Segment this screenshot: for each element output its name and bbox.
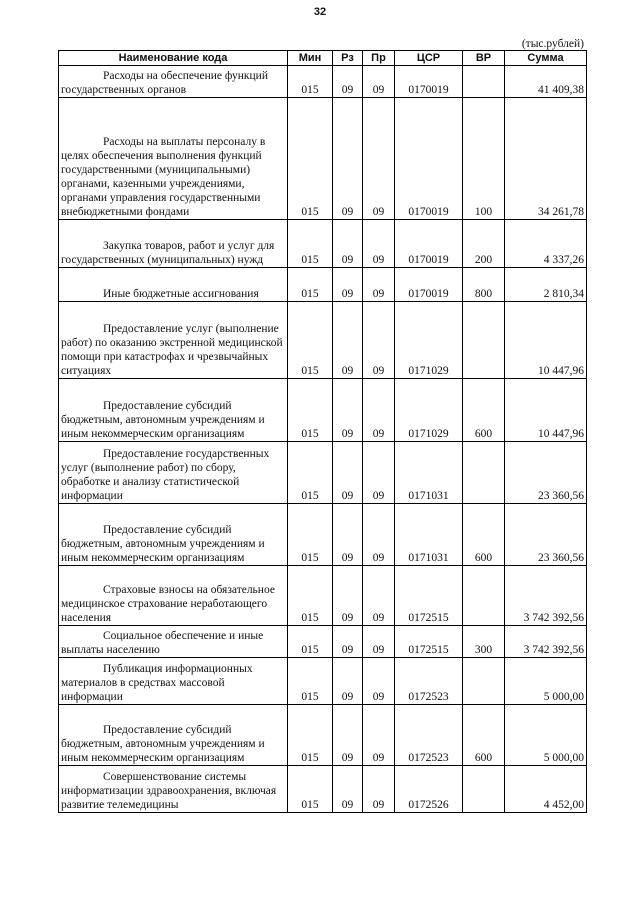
table-row: [59, 626, 587, 658]
row-pr: 09: [363, 98, 395, 220]
table-row: [59, 766, 587, 813]
row-min: 015: [288, 705, 333, 766]
row-min: 015: [288, 379, 333, 442]
row-csr: 0170019: [395, 66, 463, 98]
row-min: 015: [288, 302, 333, 379]
row-name-cell: [59, 766, 288, 813]
col-header-name: Наименование кода: [59, 51, 288, 66]
row-vr: [463, 302, 505, 379]
row-sum: 10 447,96: [505, 379, 587, 442]
budget-table: [58, 50, 587, 813]
row-min: 015: [288, 66, 333, 98]
row-name-cell: [59, 302, 288, 379]
row-rz: 09: [333, 268, 363, 302]
row-vr: 600: [463, 379, 505, 442]
row-rz: 09: [333, 379, 363, 442]
row-csr: 0170019: [395, 268, 463, 302]
table-row: [59, 98, 587, 220]
row-name-cell: [59, 268, 288, 302]
row-rz: 09: [333, 504, 363, 566]
row-vr: 800: [463, 268, 505, 302]
row-sum: 4 452,00: [505, 766, 587, 813]
col-header-min: Мин: [288, 51, 333, 66]
row-rz: 09: [333, 98, 363, 220]
row-name: Предоставление субсидий бюджетным, автономным учреждениям и иным некоммерческим организациям: [61, 724, 265, 764]
row-name-cell: [59, 379, 288, 442]
row-vr: 200: [463, 220, 505, 268]
row-min: 015: [288, 504, 333, 566]
row-sum: 3 742 392,56: [505, 626, 587, 658]
row-csr: 0172523: [395, 705, 463, 766]
row-name: Предоставление субсидий бюджетным, автономным учреждениям и иным некоммерческим организациям: [61, 400, 265, 440]
row-pr: 09: [363, 766, 395, 813]
row-sum: 5 000,00: [505, 705, 587, 766]
row-name-cell: [59, 705, 288, 766]
table-row: [59, 268, 587, 302]
row-min: 015: [288, 626, 333, 658]
row-sum: 23 360,56: [505, 442, 587, 504]
table-row: [59, 302, 587, 379]
row-rz: 09: [333, 442, 363, 504]
row-name: Предоставление услуг (выполнение работ) по оказанию экстренной медицинской помощи при катастрофах и чрезвычайных ситуациях: [61, 323, 283, 377]
table-row: [59, 379, 587, 442]
row-csr: 0171031: [395, 504, 463, 566]
table-row: [59, 566, 587, 626]
row-rz: 09: [333, 705, 363, 766]
row-pr: 09: [363, 442, 395, 504]
row-pr: 09: [363, 705, 395, 766]
row-name-cell: [59, 442, 288, 504]
row-min: 015: [288, 442, 333, 504]
row-name: Предоставление государственных услуг (выполнение работ) по сбору, обработке и анализу статистической информации: [61, 448, 270, 502]
row-rz: 09: [333, 302, 363, 379]
row-pr: 09: [363, 504, 395, 566]
row-sum: 34 261,78: [505, 98, 587, 220]
col-header-csr: ЦСР: [395, 51, 463, 66]
row-name: Совершенствование системы информатизации здравоохранения, включая развитие телемедицины: [61, 771, 277, 811]
row-sum: 2 810,34: [505, 268, 587, 302]
table-row: [59, 66, 587, 98]
row-name-cell: [59, 566, 288, 626]
table-row: [59, 658, 587, 705]
row-name: Расходы на выплаты персоналу в целях обеспечения выполнения функций государственными (муниципальными) органами, казенными учреждениями, органами управления государственными внебюджетными фондами: [61, 136, 266, 218]
row-name-cell: [59, 66, 288, 98]
row-min: 015: [288, 766, 333, 813]
row-vr: 100: [463, 98, 505, 220]
row-name: Иные бюджетные ассигнования: [103, 288, 259, 300]
page-number: 32: [313, 6, 327, 18]
row-csr: 0172515: [395, 566, 463, 626]
row-csr: 0171031: [395, 442, 463, 504]
row-min: 015: [288, 98, 333, 220]
col-header-rz: Рз: [333, 51, 363, 66]
row-sum: 10 447,96: [505, 302, 587, 379]
row-vr: [463, 566, 505, 626]
row-pr: 09: [363, 268, 395, 302]
row-pr: 09: [363, 379, 395, 442]
row-pr: 09: [363, 66, 395, 98]
row-name: Публикация информационных материалов в средствах массовой информации: [61, 663, 253, 703]
row-csr: 0172523: [395, 658, 463, 705]
row-rz: 09: [333, 66, 363, 98]
row-csr: 0172526: [395, 766, 463, 813]
row-name-cell: [59, 504, 288, 566]
col-header-sum: Сумма: [505, 51, 587, 66]
row-name-cell: [59, 220, 288, 268]
row-rz: 09: [333, 626, 363, 658]
table-row: [59, 504, 587, 566]
row-name: Предоставление субсидий бюджетным, автономным учреждениям и иным некоммерческим организациям: [61, 524, 265, 564]
row-csr: 0172515: [395, 626, 463, 658]
row-sum: 5 000,00: [505, 658, 587, 705]
row-name: Закупка товаров, работ и услуг для государственных (муниципальных) нужд: [61, 240, 275, 266]
row-pr: 09: [363, 658, 395, 705]
row-name-cell: [59, 658, 288, 705]
units-label: (тыс.рублей): [521, 38, 584, 50]
row-min: 015: [288, 658, 333, 705]
col-header-vr: ВР: [463, 51, 505, 66]
row-csr: 0170019: [395, 220, 463, 268]
row-name-cell: [59, 626, 288, 658]
row-vr: 300: [463, 626, 505, 658]
row-rz: 09: [333, 658, 363, 705]
row-min: 015: [288, 220, 333, 268]
row-sum: 41 409,38: [505, 66, 587, 98]
row-min: 015: [288, 566, 333, 626]
row-vr: 600: [463, 504, 505, 566]
row-name: Страховые взносы на обязательное медицинское страхование неработающего населения: [61, 584, 275, 624]
row-name: Расходы на обеспечение функций государственных органов: [61, 70, 268, 96]
row-rz: 09: [333, 766, 363, 813]
table-header: [59, 51, 587, 66]
table-row: [59, 442, 587, 504]
row-vr: [463, 658, 505, 705]
table-row: [59, 705, 587, 766]
table-row: [59, 220, 587, 268]
col-header-pr: Пр: [363, 51, 395, 66]
row-csr: 0171029: [395, 302, 463, 379]
row-vr: [463, 766, 505, 813]
row-csr: 0171029: [395, 379, 463, 442]
row-vr: [463, 442, 505, 504]
row-vr: [463, 66, 505, 98]
row-sum: 4 337,26: [505, 220, 587, 268]
row-pr: 09: [363, 566, 395, 626]
row-sum: 3 742 392,56: [505, 566, 587, 626]
row-pr: 09: [363, 302, 395, 379]
row-min: 015: [288, 268, 333, 302]
row-csr: 0170019: [395, 98, 463, 220]
row-sum: 23 360,56: [505, 504, 587, 566]
row-vr: 600: [463, 705, 505, 766]
row-rz: 09: [333, 566, 363, 626]
row-pr: 09: [363, 626, 395, 658]
row-pr: 09: [363, 220, 395, 268]
row-name: Социальное обеспечение и иные выплаты населению: [61, 630, 264, 656]
row-name-cell: [59, 98, 288, 220]
row-rz: 09: [333, 220, 363, 268]
